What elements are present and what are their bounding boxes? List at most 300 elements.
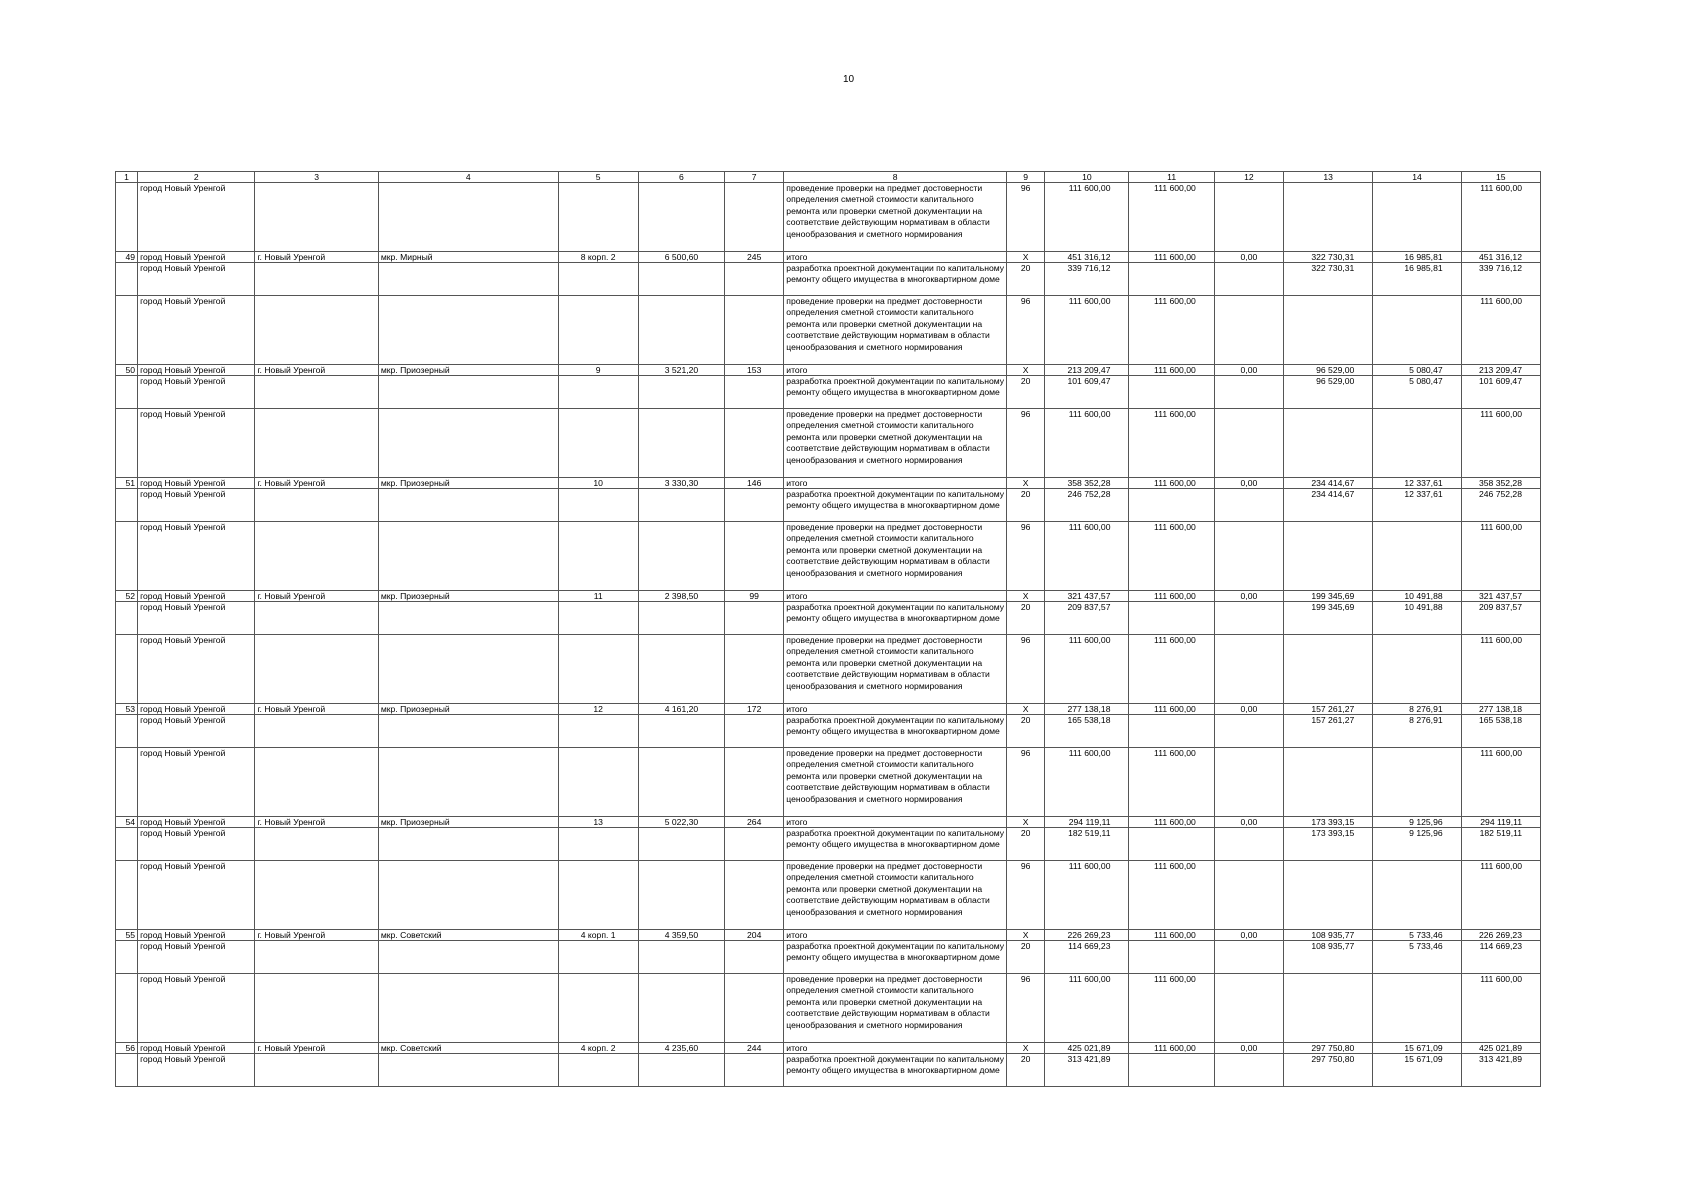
total-cost-cell: 277 138,18 bbox=[1045, 704, 1129, 715]
cost-col13-cell bbox=[1284, 183, 1373, 252]
cost-col12-cell bbox=[1214, 635, 1283, 704]
total-cost-cell: 111 600,00 bbox=[1045, 409, 1129, 478]
cost-col15-cell: 165 538,18 bbox=[1461, 715, 1540, 748]
cost-col15-cell: 425 021,89 bbox=[1461, 1043, 1540, 1054]
work-code-cell: 96 bbox=[1007, 748, 1045, 817]
settlement-cell bbox=[255, 489, 378, 522]
settlement-cell bbox=[255, 861, 378, 930]
residents-cell bbox=[725, 183, 784, 252]
cost-col11-cell: 111 600,00 bbox=[1129, 365, 1214, 376]
row-number bbox=[116, 263, 138, 296]
area-cell bbox=[638, 715, 724, 748]
residents-cell bbox=[725, 489, 784, 522]
municipality-cell: город Новый Уренгой bbox=[138, 296, 255, 365]
cost-col11-cell bbox=[1129, 489, 1214, 522]
district-cell: мкр. Приозерный bbox=[378, 704, 558, 715]
work-type-cell: разработка проектной документации по капитальному ремонту общего имущества в многоквартирном доме bbox=[784, 602, 1007, 635]
cost-col12-cell bbox=[1214, 183, 1283, 252]
house-number-cell bbox=[558, 974, 638, 1043]
total-cost-cell: 111 600,00 bbox=[1045, 522, 1129, 591]
cost-col13-cell: 173 393,15 bbox=[1284, 817, 1373, 828]
settlement-cell bbox=[255, 522, 378, 591]
total-cost-cell: 182 519,11 bbox=[1045, 828, 1129, 861]
row-number bbox=[116, 861, 138, 930]
total-cost-cell: 114 669,23 bbox=[1045, 941, 1129, 974]
row-number bbox=[116, 183, 138, 252]
work-type-cell: итого bbox=[784, 704, 1007, 715]
column-number-11: 11 bbox=[1129, 172, 1214, 183]
column-number-14: 14 bbox=[1373, 172, 1461, 183]
work-code-cell: 96 bbox=[1007, 296, 1045, 365]
cost-col12-cell bbox=[1214, 409, 1283, 478]
settlement-cell bbox=[255, 748, 378, 817]
municipality-cell: город Новый Уренгой bbox=[138, 1054, 255, 1087]
municipality-cell: город Новый Уренгой bbox=[138, 1043, 255, 1054]
area-cell bbox=[638, 183, 724, 252]
cost-col13-cell bbox=[1284, 409, 1373, 478]
work-code-cell: 96 bbox=[1007, 409, 1045, 478]
column-number-4: 4 bbox=[378, 172, 558, 183]
cost-col11-cell: 111 600,00 bbox=[1129, 296, 1214, 365]
work-code-cell: 96 bbox=[1007, 861, 1045, 930]
cost-col15-cell: 111 600,00 bbox=[1461, 974, 1540, 1043]
cost-col12-cell bbox=[1214, 489, 1283, 522]
work-code-cell: 20 bbox=[1007, 828, 1045, 861]
cost-col15-cell: 321 437,57 bbox=[1461, 591, 1540, 602]
total-row bbox=[116, 252, 1541, 263]
total-cost-cell: 111 600,00 bbox=[1045, 635, 1129, 704]
district-cell: мкр. Советский bbox=[378, 930, 558, 941]
work-type-cell: разработка проектной документации по капитальному ремонту общего имущества в многоквартирном доме bbox=[784, 263, 1007, 296]
house-number-cell bbox=[558, 183, 638, 252]
work-type-cell: проведение проверки на предмет достоверности определения сметной стоимости капитального ремонта или проверки сметной документации на соответствие действующим нормативам в области ценообразования и сметного нормирования bbox=[784, 522, 1007, 591]
settlement-cell bbox=[255, 183, 378, 252]
cost-col11-cell bbox=[1129, 941, 1214, 974]
cost-col15-cell: 111 600,00 bbox=[1461, 296, 1540, 365]
cost-col13-cell: 234 414,67 bbox=[1284, 478, 1373, 489]
cost-col15-cell: 209 837,57 bbox=[1461, 602, 1540, 635]
area-cell: 3 330,30 bbox=[638, 478, 724, 489]
work-type-cell: проведение проверки на предмет достоверности определения сметной стоимости капитального ремонта или проверки сметной документации на соответствие действующим нормативам в области ценообразования и сметного нормирования bbox=[784, 635, 1007, 704]
district-cell bbox=[378, 409, 558, 478]
cost-col13-cell bbox=[1284, 635, 1373, 704]
area-cell: 4 235,60 bbox=[638, 1043, 724, 1054]
area-cell bbox=[638, 263, 724, 296]
work-code-cell: Х bbox=[1007, 365, 1045, 376]
settlement-cell bbox=[255, 941, 378, 974]
cost-col11-cell: 111 600,00 bbox=[1129, 861, 1214, 930]
design-work-row bbox=[116, 489, 1541, 522]
cost-col12-cell: 0,00 bbox=[1214, 1043, 1283, 1054]
column-number-6: 6 bbox=[638, 172, 724, 183]
design-work-row bbox=[116, 602, 1541, 635]
cost-col15-cell: 111 600,00 bbox=[1461, 522, 1540, 591]
work-code-cell: 96 bbox=[1007, 183, 1045, 252]
house-number-cell bbox=[558, 861, 638, 930]
settlement-cell: г. Новый Уренгой bbox=[255, 817, 378, 828]
total-cost-cell: 321 437,57 bbox=[1045, 591, 1129, 602]
settlement-cell bbox=[255, 635, 378, 704]
municipality-cell: город Новый Уренгой bbox=[138, 704, 255, 715]
residents-cell: 244 bbox=[725, 1043, 784, 1054]
total-row bbox=[116, 704, 1541, 715]
area-cell bbox=[638, 522, 724, 591]
area-cell bbox=[638, 1054, 724, 1087]
residents-cell: 245 bbox=[725, 252, 784, 263]
district-cell: мкр. Приозерный bbox=[378, 478, 558, 489]
work-type-cell: итого bbox=[784, 478, 1007, 489]
residents-cell bbox=[725, 861, 784, 930]
cost-col11-cell: 111 600,00 bbox=[1129, 1043, 1214, 1054]
house-number-cell: 9 bbox=[558, 365, 638, 376]
cost-col14-cell: 5 733,46 bbox=[1373, 930, 1461, 941]
house-number-cell bbox=[558, 715, 638, 748]
area-cell bbox=[638, 602, 724, 635]
area-cell bbox=[638, 409, 724, 478]
work-type-cell: проведение проверки на предмет достоверности определения сметной стоимости капитального ремонта или проверки сметной документации на соответствие действующим нормативам в области ценообразования и сметного нормирования bbox=[784, 748, 1007, 817]
cost-col13-cell: 322 730,31 bbox=[1284, 263, 1373, 296]
cost-col14-cell: 16 985,81 bbox=[1373, 252, 1461, 263]
row-number: 54 bbox=[116, 817, 138, 828]
cost-col14-cell: 10 491,88 bbox=[1373, 591, 1461, 602]
municipality-cell: город Новый Уренгой bbox=[138, 409, 255, 478]
cost-col12-cell bbox=[1214, 263, 1283, 296]
cost-col12-cell bbox=[1214, 941, 1283, 974]
work-type-cell: проведение проверки на предмет достоверности определения сметной стоимости капитального ремонта или проверки сметной документации на соответствие действующим нормативам в области ценообразования и сметного нормирования bbox=[784, 861, 1007, 930]
cost-col11-cell: 111 600,00 bbox=[1129, 635, 1214, 704]
cost-col14-cell bbox=[1373, 635, 1461, 704]
work-code-cell: Х bbox=[1007, 1043, 1045, 1054]
cost-col15-cell: 277 138,18 bbox=[1461, 704, 1540, 715]
total-cost-cell: 246 752,28 bbox=[1045, 489, 1129, 522]
district-cell: мкр. Приозерный bbox=[378, 817, 558, 828]
municipality-cell: город Новый Уренгой bbox=[138, 365, 255, 376]
design-work-row bbox=[116, 941, 1541, 974]
cost-col14-cell bbox=[1373, 522, 1461, 591]
row-number: 51 bbox=[116, 478, 138, 489]
cost-col11-cell: 111 600,00 bbox=[1129, 478, 1214, 489]
residents-cell bbox=[725, 296, 784, 365]
work-code-cell: Х bbox=[1007, 252, 1045, 263]
total-row bbox=[116, 478, 1541, 489]
cost-col11-cell: 111 600,00 bbox=[1129, 974, 1214, 1043]
cost-col13-cell: 322 730,31 bbox=[1284, 252, 1373, 263]
cost-col12-cell bbox=[1214, 974, 1283, 1043]
municipality-cell: город Новый Уренгой bbox=[138, 183, 255, 252]
work-type-cell: разработка проектной документации по капитальному ремонту общего имущества в многоквартирном доме bbox=[784, 941, 1007, 974]
settlement-cell: г. Новый Уренгой bbox=[255, 365, 378, 376]
cost-col11-cell bbox=[1129, 1054, 1214, 1087]
settlement-cell bbox=[255, 602, 378, 635]
area-cell bbox=[638, 861, 724, 930]
cost-col15-cell: 213 209,47 bbox=[1461, 365, 1540, 376]
cost-col12-cell: 0,00 bbox=[1214, 478, 1283, 489]
house-number-cell: 12 bbox=[558, 704, 638, 715]
settlement-cell bbox=[255, 1054, 378, 1087]
municipality-cell: город Новый Уренгой bbox=[138, 478, 255, 489]
estimate-check-row bbox=[116, 522, 1541, 591]
work-code-cell: 20 bbox=[1007, 376, 1045, 409]
cost-col13-cell: 157 261,27 bbox=[1284, 715, 1373, 748]
row-number: 52 bbox=[116, 591, 138, 602]
cost-col12-cell: 0,00 bbox=[1214, 704, 1283, 715]
cost-col13-cell bbox=[1284, 861, 1373, 930]
work-code-cell: Х bbox=[1007, 478, 1045, 489]
total-cost-cell: 213 209,47 bbox=[1045, 365, 1129, 376]
work-code-cell: 96 bbox=[1007, 635, 1045, 704]
work-code-cell: 20 bbox=[1007, 263, 1045, 296]
district-cell bbox=[378, 1054, 558, 1087]
municipality-cell: город Новый Уренгой bbox=[138, 591, 255, 602]
district-cell bbox=[378, 296, 558, 365]
cost-col13-cell bbox=[1284, 974, 1373, 1043]
cost-col14-cell bbox=[1373, 183, 1461, 252]
area-cell bbox=[638, 296, 724, 365]
house-number-cell bbox=[558, 489, 638, 522]
total-row bbox=[116, 365, 1541, 376]
cost-col14-cell: 5 080,47 bbox=[1373, 376, 1461, 409]
district-cell: мкр. Мирный bbox=[378, 252, 558, 263]
work-type-cell: итого bbox=[784, 1043, 1007, 1054]
house-number-cell bbox=[558, 376, 638, 409]
residents-cell bbox=[725, 635, 784, 704]
district-cell bbox=[378, 715, 558, 748]
cost-col12-cell: 0,00 bbox=[1214, 365, 1283, 376]
cost-col12-cell bbox=[1214, 828, 1283, 861]
municipality-cell: город Новый Уренгой bbox=[138, 376, 255, 409]
residents-cell bbox=[725, 263, 784, 296]
column-number-12: 12 bbox=[1214, 172, 1283, 183]
total-cost-cell: 111 600,00 bbox=[1045, 296, 1129, 365]
cost-col13-cell: 96 529,00 bbox=[1284, 376, 1373, 409]
house-number-cell bbox=[558, 635, 638, 704]
row-number bbox=[116, 941, 138, 974]
district-cell bbox=[378, 941, 558, 974]
district-cell bbox=[378, 748, 558, 817]
area-cell: 4 359,50 bbox=[638, 930, 724, 941]
municipality-cell: город Новый Уренгой bbox=[138, 715, 255, 748]
cost-col12-cell: 0,00 bbox=[1214, 817, 1283, 828]
total-cost-cell: 111 600,00 bbox=[1045, 183, 1129, 252]
row-number: 49 bbox=[116, 252, 138, 263]
municipality-cell: город Новый Уренгой bbox=[138, 930, 255, 941]
cost-col13-cell: 297 750,80 bbox=[1284, 1043, 1373, 1054]
residents-cell bbox=[725, 974, 784, 1043]
column-number-1: 1 bbox=[116, 172, 138, 183]
cost-col13-cell: 108 935,77 bbox=[1284, 930, 1373, 941]
residents-cell: 99 bbox=[725, 591, 784, 602]
cost-col11-cell: 111 600,00 bbox=[1129, 930, 1214, 941]
work-type-cell: разработка проектной документации по капитальному ремонту общего имущества в многоквартирном доме bbox=[784, 828, 1007, 861]
residents-cell bbox=[725, 941, 784, 974]
area-cell: 3 521,20 bbox=[638, 365, 724, 376]
cost-col14-cell: 9 125,96 bbox=[1373, 817, 1461, 828]
house-number-cell bbox=[558, 409, 638, 478]
total-cost-cell: 313 421,89 bbox=[1045, 1054, 1129, 1087]
house-number-cell bbox=[558, 1054, 638, 1087]
cost-col11-cell: 111 600,00 bbox=[1129, 522, 1214, 591]
cost-col11-cell bbox=[1129, 376, 1214, 409]
area-cell: 4 161,20 bbox=[638, 704, 724, 715]
district-cell: мкр. Приозерный bbox=[378, 591, 558, 602]
row-number: 56 bbox=[116, 1043, 138, 1054]
cost-col12-cell: 0,00 bbox=[1214, 252, 1283, 263]
work-code-cell: 96 bbox=[1007, 522, 1045, 591]
cost-col14-cell: 8 276,91 bbox=[1373, 715, 1461, 748]
row-number bbox=[116, 748, 138, 817]
house-number-cell: 10 bbox=[558, 478, 638, 489]
cost-col13-cell bbox=[1284, 296, 1373, 365]
house-number-cell: 4 корп. 1 bbox=[558, 930, 638, 941]
cost-col15-cell: 313 421,89 bbox=[1461, 1054, 1540, 1087]
cost-col13-cell: 157 261,27 bbox=[1284, 704, 1373, 715]
cost-col12-cell bbox=[1214, 861, 1283, 930]
district-cell bbox=[378, 522, 558, 591]
estimate-check-row bbox=[116, 748, 1541, 817]
work-code-cell: Х bbox=[1007, 591, 1045, 602]
cost-col14-cell: 15 671,09 bbox=[1373, 1054, 1461, 1087]
work-type-cell: проведение проверки на предмет достоверности определения сметной стоимости капитального ремонта или проверки сметной документации на соответствие действующим нормативам в области ценообразования и сметного нормирования bbox=[784, 296, 1007, 365]
cost-col14-cell bbox=[1373, 748, 1461, 817]
work-type-cell: проведение проверки на предмет достоверности определения сметной стоимости капитального ремонта или проверки сметной документации на соответствие действующим нормативам в области ценообразования и сметного нормирования bbox=[784, 183, 1007, 252]
work-type-cell: итого bbox=[784, 252, 1007, 263]
residents-cell bbox=[725, 748, 784, 817]
cost-col14-cell bbox=[1373, 409, 1461, 478]
cost-col12-cell bbox=[1214, 715, 1283, 748]
settlement-cell: г. Новый Уренгой bbox=[255, 591, 378, 602]
design-work-row bbox=[116, 1054, 1541, 1087]
residents-cell bbox=[725, 715, 784, 748]
cost-col11-cell: 111 600,00 bbox=[1129, 409, 1214, 478]
work-code-cell: 96 bbox=[1007, 974, 1045, 1043]
cost-col15-cell: 111 600,00 bbox=[1461, 748, 1540, 817]
house-number-cell bbox=[558, 296, 638, 365]
area-cell: 2 398,50 bbox=[638, 591, 724, 602]
cost-col15-cell: 246 752,28 bbox=[1461, 489, 1540, 522]
residents-cell: 153 bbox=[725, 365, 784, 376]
cost-col12-cell bbox=[1214, 376, 1283, 409]
house-number-cell bbox=[558, 941, 638, 974]
column-number-10: 10 bbox=[1045, 172, 1129, 183]
work-code-cell: Х bbox=[1007, 704, 1045, 715]
settlement-cell: г. Новый Уренгой bbox=[255, 1043, 378, 1054]
area-cell bbox=[638, 376, 724, 409]
area-cell: 5 022,30 bbox=[638, 817, 724, 828]
row-number bbox=[116, 715, 138, 748]
work-type-cell: разработка проектной документации по капитальному ремонту общего имущества в многоквартирном доме bbox=[784, 1054, 1007, 1087]
house-number-cell bbox=[558, 522, 638, 591]
residents-cell bbox=[725, 376, 784, 409]
cost-col12-cell bbox=[1214, 602, 1283, 635]
cost-col15-cell: 294 119,11 bbox=[1461, 817, 1540, 828]
column-number-3: 3 bbox=[255, 172, 378, 183]
municipality-cell: город Новый Уренгой bbox=[138, 828, 255, 861]
cost-col15-cell: 114 669,23 bbox=[1461, 941, 1540, 974]
column-number-5: 5 bbox=[558, 172, 638, 183]
total-cost-cell: 165 538,18 bbox=[1045, 715, 1129, 748]
cost-col14-cell: 9 125,96 bbox=[1373, 828, 1461, 861]
design-work-row bbox=[116, 828, 1541, 861]
cost-col15-cell: 111 600,00 bbox=[1461, 861, 1540, 930]
cost-col11-cell: 111 600,00 bbox=[1129, 183, 1214, 252]
total-cost-cell: 226 269,23 bbox=[1045, 930, 1129, 941]
settlement-cell bbox=[255, 409, 378, 478]
cost-col15-cell: 358 352,28 bbox=[1461, 478, 1540, 489]
cost-col11-cell: 111 600,00 bbox=[1129, 252, 1214, 263]
municipality-cell: город Новый Уренгой bbox=[138, 861, 255, 930]
cost-col13-cell: 96 529,00 bbox=[1284, 365, 1373, 376]
cost-col14-cell: 12 337,61 bbox=[1373, 478, 1461, 489]
table-body bbox=[116, 172, 1541, 1087]
total-row bbox=[116, 930, 1541, 941]
residents-cell: 204 bbox=[725, 930, 784, 941]
work-type-cell: итого bbox=[784, 591, 1007, 602]
cost-col14-cell: 15 671,09 bbox=[1373, 1043, 1461, 1054]
settlement-cell: г. Новый Уренгой bbox=[255, 704, 378, 715]
cost-col13-cell: 108 935,77 bbox=[1284, 941, 1373, 974]
cost-col13-cell: 199 345,69 bbox=[1284, 602, 1373, 635]
cost-col14-cell bbox=[1373, 861, 1461, 930]
cost-col12-cell bbox=[1214, 296, 1283, 365]
settlement-cell bbox=[255, 828, 378, 861]
cost-col14-cell: 16 985,81 bbox=[1373, 263, 1461, 296]
area-cell bbox=[638, 974, 724, 1043]
settlement-cell: г. Новый Уренгой bbox=[255, 930, 378, 941]
residents-cell: 172 bbox=[725, 704, 784, 715]
house-number-cell bbox=[558, 748, 638, 817]
cost-col13-cell bbox=[1284, 522, 1373, 591]
work-type-cell: разработка проектной документации по капитальному ремонту общего имущества в многоквартирном доме bbox=[784, 715, 1007, 748]
estimate-check-row bbox=[116, 861, 1541, 930]
cost-col11-cell: 111 600,00 bbox=[1129, 591, 1214, 602]
house-number-cell: 8 корп. 2 bbox=[558, 252, 638, 263]
residents-cell bbox=[725, 1054, 784, 1087]
municipality-cell: город Новый Уренгой bbox=[138, 522, 255, 591]
work-type-cell: итого bbox=[784, 817, 1007, 828]
cost-col14-cell: 5 080,47 bbox=[1373, 365, 1461, 376]
area-cell: 6 500,60 bbox=[638, 252, 724, 263]
total-cost-cell: 111 600,00 bbox=[1045, 748, 1129, 817]
area-cell bbox=[638, 748, 724, 817]
house-number-cell: 4 корп. 2 bbox=[558, 1043, 638, 1054]
total-cost-cell: 111 600,00 bbox=[1045, 974, 1129, 1043]
cost-col15-cell: 226 269,23 bbox=[1461, 930, 1540, 941]
area-cell bbox=[638, 828, 724, 861]
district-cell bbox=[378, 635, 558, 704]
area-cell bbox=[638, 635, 724, 704]
settlement-cell bbox=[255, 974, 378, 1043]
cost-col11-cell bbox=[1129, 602, 1214, 635]
work-type-cell: проведение проверки на предмет достоверности определения сметной стоимости капитального ремонта или проверки сметной документации на соответствие действующим нормативам в области ценообразования и сметного нормирования bbox=[784, 409, 1007, 478]
work-code-cell: 20 bbox=[1007, 941, 1045, 974]
settlement-cell bbox=[255, 296, 378, 365]
row-number bbox=[116, 635, 138, 704]
cost-col12-cell bbox=[1214, 748, 1283, 817]
row-number bbox=[116, 409, 138, 478]
work-code-cell: Х bbox=[1007, 930, 1045, 941]
residents-cell: 146 bbox=[725, 478, 784, 489]
settlement-cell: г. Новый Уренгой bbox=[255, 478, 378, 489]
cost-col15-cell: 101 609,47 bbox=[1461, 376, 1540, 409]
column-number-8: 8 bbox=[784, 172, 1007, 183]
design-work-row bbox=[116, 263, 1541, 296]
row-number bbox=[116, 974, 138, 1043]
column-number-7: 7 bbox=[725, 172, 784, 183]
cost-col15-cell: 182 519,11 bbox=[1461, 828, 1540, 861]
residents-cell bbox=[725, 522, 784, 591]
district-cell bbox=[378, 828, 558, 861]
estimate-check-row bbox=[116, 183, 1541, 252]
